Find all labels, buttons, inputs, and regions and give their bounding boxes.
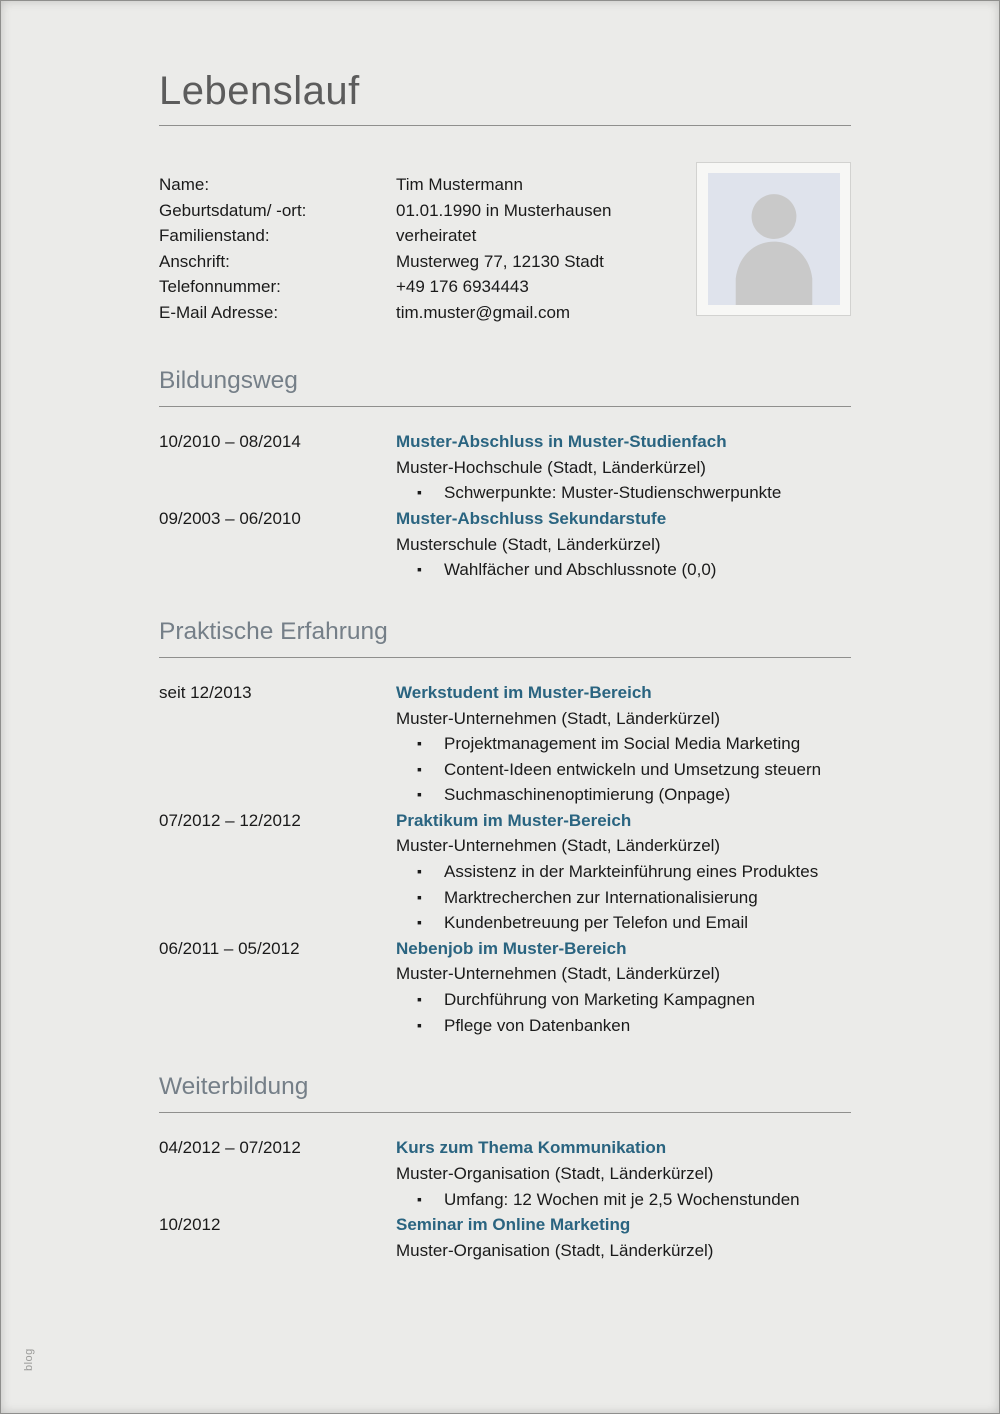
entry-title: Kurs zum Thema Kommunikation: [396, 1138, 667, 1158]
entry-bullet-list: [396, 480, 851, 506]
personal-value: 01.01.1990 in Musterhausen: [396, 200, 612, 220]
page-title: Lebenslauf: [159, 69, 360, 113]
personal-info-block: [159, 172, 851, 332]
bullet-item: ▪ Wahlfächer und Abschlussnote (0,0): [396, 557, 851, 583]
bullet-item: ▪ Assistenz in der Markteinführung eines Produktes: [396, 859, 851, 885]
entry-content: [396, 680, 851, 808]
entry-title: Praktikum im Muster-Bereich: [396, 810, 632, 830]
entry-subtitle: Musterschule (Stadt, Länderkürzel): [396, 534, 661, 554]
section-divider: [159, 1112, 851, 1113]
entry-content: [396, 506, 851, 583]
title-divider: [159, 125, 851, 126]
entry-subtitle: Muster-Hochschule (Stadt, Länderkürzel): [396, 457, 706, 477]
cv-entry: [159, 808, 851, 936]
photo-image-area: [708, 173, 840, 305]
cv-entry: [159, 936, 851, 1038]
section-weiterbildung: [159, 1073, 851, 1263]
person-silhouette-icon: [708, 173, 840, 305]
section-heading: Praktische Erfahrung: [159, 617, 388, 645]
entry-title: Seminar im Online Marketing: [396, 1215, 631, 1235]
bullet-item: ▪ Projektmanagement im Social Media Marketing: [396, 731, 851, 757]
section-divider: [159, 406, 851, 407]
section-entries: [159, 1135, 851, 1263]
personal-label: Familienstand:: [159, 226, 270, 246]
personal-value: Tim Mustermann: [396, 175, 523, 194]
entry-content: [396, 429, 851, 506]
entry-title: Muster-Abschluss Sekundarstufe: [396, 508, 667, 528]
entry-bullet-list: [396, 1187, 851, 1213]
section-bildungsweg: [159, 367, 851, 583]
entry-period: 06/2011 – 05/2012: [159, 938, 300, 958]
cv-entry: [159, 1135, 851, 1212]
bullet-item: ▪ Umfang: 12 Wochen mit je 2,5 Wochenstunden: [396, 1187, 851, 1213]
section-praktische-erfahrung: [159, 618, 851, 1038]
cv-entry: [159, 506, 851, 583]
personal-label: Anschrift:: [159, 251, 230, 271]
entry-subtitle: Muster-Unternehmen (Stadt, Länderkürzel): [396, 964, 721, 984]
cv-entry: [159, 429, 851, 506]
entry-content: [396, 808, 851, 936]
personal-label: E-Mail Adresse:: [159, 302, 279, 322]
cv-entry: [159, 1212, 851, 1263]
entry-bullet-list: [396, 731, 851, 808]
entry-subtitle: Muster-Unternehmen (Stadt, Länderkürzel): [396, 708, 721, 728]
bullet-item: ▪ Schwerpunkte: Muster-Studienschwerpunkte: [396, 480, 851, 506]
entry-title: Muster-Abschluss in Muster-Studienfach: [396, 432, 727, 452]
personal-value: +49 176 6934443: [396, 277, 529, 297]
entry-bullet-list: [396, 987, 851, 1038]
entry-bullet-list: [396, 859, 851, 936]
entry-title: Werkstudent im Muster-Bereich: [396, 682, 652, 702]
entry-period: 10/2012: [159, 1215, 221, 1235]
entry-period: 10/2010 – 08/2014: [159, 432, 301, 452]
entry-period: 04/2012 – 07/2012: [159, 1138, 301, 1158]
entry-period: 07/2012 – 12/2012: [159, 810, 301, 830]
entry-period: 09/2003 – 06/2010: [159, 508, 301, 528]
entry-content: [396, 1212, 851, 1263]
entry-title: Nebenjob im Muster-Bereich: [396, 938, 627, 958]
entry-subtitle: Muster-Unternehmen (Stadt, Länderkürzel): [396, 836, 721, 856]
entry-subtitle: Muster-Organisation (Stadt, Länderkürzel): [396, 1163, 714, 1183]
photo-placeholder: [696, 162, 851, 316]
bullet-item: ▪ Kundenbetreuung per Telefon und Email: [396, 910, 851, 936]
bullet-item: ▪ Content-Ideen entwickeln und Umsetzung steuern: [396, 757, 851, 783]
personal-label: Telefonnummer:: [159, 277, 281, 297]
entry-subtitle: Muster-Organisation (Stadt, Länderkürzel): [396, 1240, 714, 1260]
entry-content: [396, 936, 851, 1038]
cv-entry: [159, 680, 851, 808]
personal-label: Geburtsdatum/ -ort:: [159, 200, 307, 220]
section-entries: [159, 429, 851, 583]
personal-value: tim.muster@gmail.com: [396, 302, 571, 322]
bullet-item: ▪ Pflege von Datenbanken: [396, 1013, 851, 1039]
personal-value: verheiratet: [396, 226, 477, 246]
section-divider: [159, 657, 851, 658]
section-heading: Bildungsweg: [159, 367, 298, 394]
entry-content: [396, 1135, 851, 1212]
bullet-item: ▪ Durchführung von Marketing Kampagnen: [396, 987, 851, 1013]
bullet-item: ▪ Suchmaschinenoptimierung (Onpage): [396, 782, 851, 808]
personal-label: Name:: [159, 175, 210, 194]
entry-bullet-list: [396, 557, 851, 583]
entry-period: seit 12/2013: [159, 682, 252, 702]
bullet-item: ▪ Marktrecherchen zur Internationalisierung: [396, 885, 851, 911]
section-heading: Weiterbildung: [159, 1073, 309, 1101]
personal-value: Musterweg 77, 12130 Stadt: [396, 251, 604, 271]
watermark: blog: [23, 1348, 35, 1371]
section-entries: [159, 680, 851, 1038]
